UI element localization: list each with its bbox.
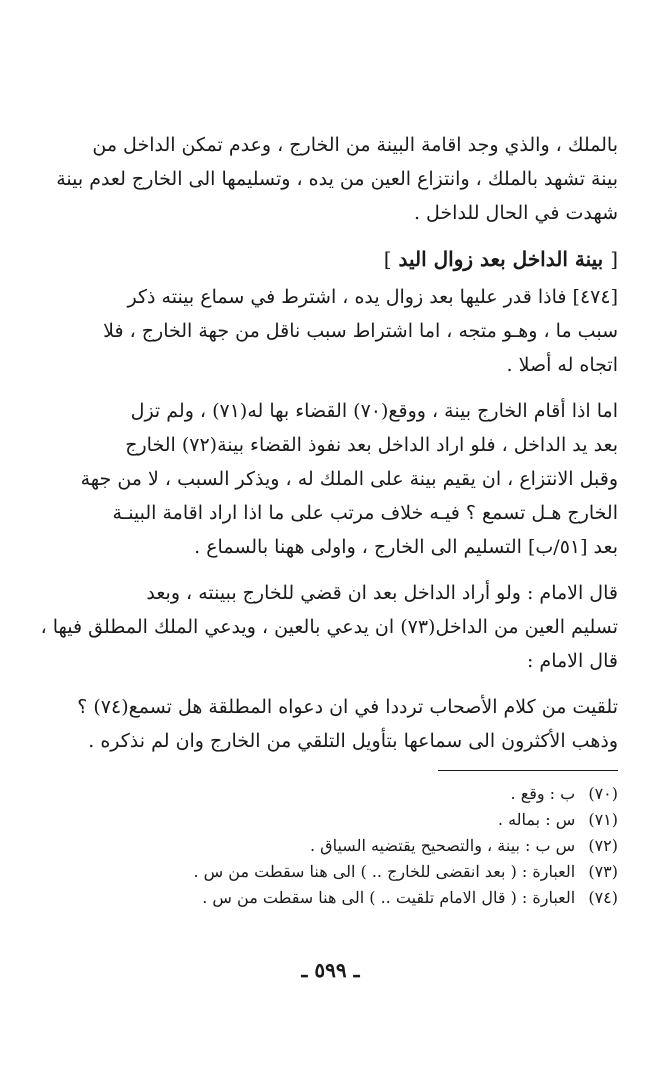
text-line: بالملك ، والذي وجد اقامة البينة من الخارج ، وعدم تمكن الداخل من	[92, 134, 618, 156]
heading-text: بينة الداخل بعد زوال اليد	[398, 247, 604, 271]
paragraph-5	[77, 690, 618, 758]
text-line: تسليم العين من الداخل(٧٣) ان يدعي بالعين ، ويدعي الملك المطلق فيها ،	[40, 616, 618, 638]
footnote-number: (٧٠)	[588, 784, 618, 803]
footnote-text: س : بماله .	[497, 810, 576, 829]
footnote-number: (٧٣)	[588, 862, 618, 881]
footnotes	[102, 781, 618, 911]
paragraph-2	[102, 280, 618, 382]
text-line: شهدت في الحال للداخل .	[413, 202, 618, 224]
footnote	[102, 807, 618, 833]
text-line: وذهب الأكثرون الى سماعها بتأويل التلقي من الخارج وان لم نذكره .	[88, 730, 618, 752]
text-line: قال الامام : ولو أراد الداخل بعد ان قضي للخارج ببينته ، وبعد	[146, 582, 618, 604]
heading-open-bracket: [	[610, 247, 618, 271]
text-line: بعد [٥١/ب] التسليم الى الخارج ، واولى ههنا بالسماع .	[194, 536, 618, 558]
footnote-text: ب : وقع .	[510, 784, 576, 803]
paragraph-4	[40, 576, 618, 678]
footnote	[102, 885, 618, 911]
paragraph-3	[80, 394, 618, 564]
section-heading	[102, 242, 618, 276]
footnote-text: العبارة : ( بعد انقضى للخارج .. ) الى هنا سقطت من س .	[193, 862, 576, 881]
footnote-number: (٧١)	[588, 810, 618, 829]
page-body	[40, 128, 618, 911]
footnote	[102, 781, 618, 807]
text-line: اما اذا أقام الخارج بينة ، ووقع(٧٠) القضاء بها له(٧١) ، ولم تزل	[130, 400, 618, 422]
text-line: قال الامام :	[526, 650, 618, 672]
footnote	[102, 859, 618, 885]
footnote-text: العبارة : ( قال الامام تلقيت .. ) الى هنا سقطت من س .	[202, 888, 576, 907]
paragraph-1	[56, 128, 618, 230]
text-line: بينة تشهد بالملك ، وانتزاع العين من يده ، وتسليمها الى الخارج لعدم بينة	[56, 168, 618, 190]
text-line: سبب ما ، وهـو متجه ، اما اشتراط سبب ناقل من جهة الخارج ، فلا	[103, 320, 618, 342]
footnote	[102, 833, 618, 859]
text-line: [٤٧٤] فاذا قدر عليها بعد زوال يده ، اشترط في سماع بينته ذكر	[127, 286, 618, 308]
footnote-number: (٧٤)	[588, 888, 618, 907]
text-line: الخارج هـل تسمع ؟ فيـه خلاف مرتب على ما اذا اراد اقامة البينـة	[112, 502, 618, 524]
footnote-number: (٧٢)	[588, 836, 618, 855]
text-line: تلقيت من كلام الأصحاب ترددا في ان دعواه المطلقة هل تسمع(٧٤) ؟	[77, 696, 618, 718]
text-line: وقبل الانتزاع ، ان يقيم بينة على الملك له ، ويذكر السبب ، لا من جهة	[80, 468, 618, 490]
heading-close-bracket: ]	[383, 247, 392, 271]
footnote-text: س ب : بينة ، والتصحيح يقتضيه السياق .	[310, 836, 576, 855]
text-line: اتجاه له أصلا .	[506, 354, 618, 376]
page-number: ـ ٥٩٩ ـ	[301, 958, 360, 982]
text-line: بعد يد الداخل ، فلو اراد الداخل بعد نفوذ القضاء بينة(٧٢) الخارج	[125, 434, 618, 456]
footnote-separator	[438, 770, 618, 771]
